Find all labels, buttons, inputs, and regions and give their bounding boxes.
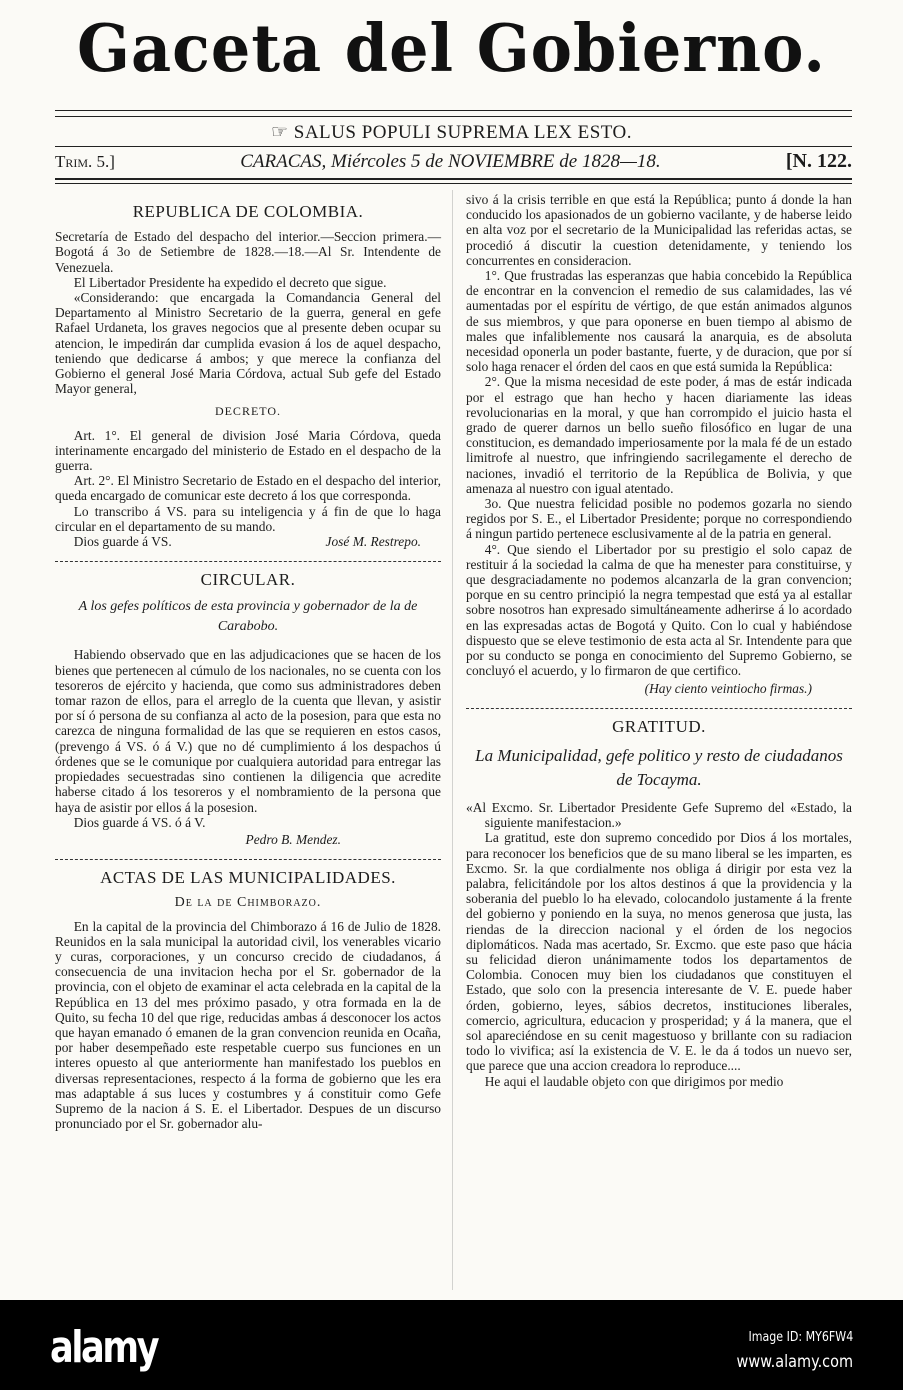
right-column (466, 192, 852, 1089)
article-republica (55, 204, 441, 549)
decree-heading: DECRETO. (214, 404, 282, 419)
paragraph: 3o. Que nuestra felicidad posible no podemos gozarla no siendo regidos por S. E., el Libertador Presidente; porque no correspondiendo á ningun partido pertenece esclusivamente al de la patria en general. (466, 496, 852, 542)
article-address: A los gefes políticos de esta provincia y gobernador de la de Carabobo. (78, 599, 418, 635)
article-subheading: De la de Chimborazo. (174, 895, 322, 911)
article-heading: ACTAS DE LAS MUNICIPALIDADES. (100, 868, 396, 888)
closing: Dios guarde á VS. ó á V. (73, 814, 206, 830)
paragraph: 2°. Que la misma necesidad de este poder, á mas de estár indicada por el estrago que han hecho y hacen diariamente las ideas revolucionarias en la moral, y que han corrompido el juicio hasta el grado de querer darnos un bello sueño filosófico en lugar de una constitucion, es demandado imperiosamente por la mala fé de un estado limitrofe al nuestro, que infringiendo sacrilegamente el derecho de naciones, invadió el territorio de la República de Bolivia, y que amenaza al nuestro con igual atentado. (466, 374, 852, 496)
article-actas-continued (466, 192, 852, 696)
paragraph: sivo á la crisis terrible en que está la República; punto á donde la han conducido los apasionados de un gobierno vacilante, y de haberse leido en alta voz por el secretario de la Municipalidad las referidas actas, se procedió á discutir la cuestion detenidamente, y teniendo los concurrentes en consideracion. (466, 192, 852, 268)
dateline-rule (55, 178, 852, 180)
paragraph: Art. 2°. El Ministro Secretario de Estado en el despacho del interior, queda encargado de comunicar este decreto á los que corresponda. (55, 473, 441, 504)
column-divider (452, 190, 453, 1290)
signatures-note: (Hay ciento veintiocho firmas.) (644, 680, 812, 696)
watermark-bar (0, 1300, 903, 1390)
signoff (55, 534, 441, 549)
left-column (55, 196, 441, 1131)
motto: ☞ SALUS POPULI SUPREMA LEX ESTO. (270, 122, 632, 143)
section-rule (466, 708, 852, 709)
section-rule (55, 859, 441, 860)
paragraph: «Considerando: que encargada la Comandancia General del Departamento al Ministro Secretario de la guerra, general en gefe Rafael Urdaneta, los graves negocios que al presente deben ocupar su atencion, le impedirán dar cumplida evasion á los de aquel despacho, teniendo que dedicarse á ambos; y que merece la confianza del Gobierno el general José Maria Córdova, actual Sub gefe del Estado Mayor general, (55, 290, 441, 397)
article-actas (55, 870, 441, 1131)
motto-rule (55, 146, 852, 147)
image-id: Image ID: MY6FW4 (748, 1330, 853, 1345)
paragraph: 1°. Que frustradas las esperanzas que habia concebido la República de encontrar en la convencion el remedio de sus calamidades, las vé aumentadas por el espíritu de vértigo, de que están animados algunos de sus miembros, y que para oponerse en buen tiempo al abismo de males que infaliblemente nos causará la anarquia, es de absoluta necesidad oponerla un poder bastante, fuerte, y de duracion, que por sí solo haga renacer el órden del caos en que está sumida la República: (466, 268, 852, 375)
paragraph: El Libertador Presidente ha expedido el decreto que sigue. (73, 274, 387, 290)
paragraph: 4°. Que siendo el Libertador por su prestigio el solo capaz de restituir á la sociedad la calma de que ha menester para constituirse, y que desgraciadamente no podemos alcanzarla de la gran convencion; porque en su centro principió la negra tempestad que está ya al estallar sobre nosotros han expresado simultáneamente adherirse á lo acordado en las expresadas actas de Bogotá y Quito. Con lo cual y habiéndose dispuesto que se eleve testimonio de esta acta al Sr. Intendente para que por su conducto se ponga en conocimiento del Supremo Gobierno, se concluyó el acuerdo, y lo firmaron de que certifico. (466, 541, 852, 679)
paragraph: «Al Excmo. Sr. Libertador Presidente Gefe Supremo del «Estado, la siguiente manifestacion.» (466, 799, 852, 831)
signature: Pedro B. Mendez. (245, 831, 341, 847)
paragraph: En la capital de la provincia del Chimborazo á 16 de Julio de 1828. Reunidos en la sala municipal la autoridad civil, los venerables vicario y curas, corporaciones, y un concurso crecido de ciudadanos, á consecuencia de una invitacion hecha por el Sr. gobernador de la provincia, con el objeto de examinar el acta celebrada en la capital de la República en 13 del mes próximo pasado, y otra formada en la de Quito, su fecha 10 del que rige, reducidas ambas á desconocer los actos que hayan emanado ó emanen de la gran convencion reunida en Ocaña, por haber desempeñado este respetable cuerpo sus funciones en un interes opuesto al que anteriormente han manifestado los pueblos en diversas representaciones, respecto á la forma de gobierno que les era mas adaptable á sus luces y costumbres y á constituir como Gefe Supremo de la nacion á S. E. el Libertador. Despues de un discurso pronunciado por el Sr. gobernador alu- (55, 918, 441, 1132)
article-gratitud (466, 716, 852, 1089)
article-heading: GRATITUD. (612, 716, 706, 736)
issue-number: [N. 122. (785, 150, 852, 172)
paragraph: Habiendo observado que en las adjudicaciones que se hacen de los bienes que pertenecen al cúmulo de los nacionales, no se cuenta con los tesoreros de ejército y hacienda, que como sus administradores deben tomar razon de ellos, para el arreglo de la cuenta que llevan, y asistir por sí ó persona de su confianza al acto de la posesion, para que esta no carezca de ninguna formalidad de las que se requieren en estos casos, (prevengo á VS. ó á V.) que no dé cumplimiento á los despachos ú órdenes que se le comunique por cualquiera autoridad para entregar las propiedades secuestradas sino contienen la diligencia que acredite haberse citado á los tesoreros y el nombramiento de la persona que haya de asistir por ellos á la posesion. (55, 647, 441, 815)
dateline-rule (55, 183, 852, 184)
article-heading: REPUBLICA DE COLOMBIA. (132, 202, 364, 221)
paragraph: La gratitud, este don supremo concedido por Dios á los mortales, para reconocer los beneficios que de su mano liberal se les imparten, es Excmo. Sr. la que cordialmente nos obliga á dirigir por esta vez la palabra, felicitándole por los altos destinos á que la providencia y la soberania del pueblo lo ha elevado, colocandolo justamente á la frente del gobierno y poniendo en la suya, no menos generosa que justa, las riendas de la direccion nacional y el órden de los negocios diplomáticos. Nada mas acertado, Sr. Excmo. que este paso que hácia su felicidad dieron unánimamente todos los departamentos de Colombia. Conocen muy bien los ciudadanos que constituyen el Estado, que solo con la presencia interesante de V. E. puede haber órden, gobierno, leyes, sábios decretos, instituciones liberales, comercio, agricultura, educacion y prosperidad; y á la manera, que el sol apareciéndose en su cenit magestuoso y brillante con su radiacion todo lo vivifica; así la existencia de V. E. le da á todos un nuevo ser, que parece que una accion creadora lo reproduce.... (466, 830, 852, 1074)
paragraph: Lo transcribo á VS. para su inteligencia y á fin de que lo haga circular en el departamento de su mando. (55, 503, 441, 534)
watermark-logo: alamy (50, 1322, 158, 1373)
dateline (55, 150, 852, 173)
article-heading: CIRCULAR. (200, 570, 296, 590)
masthead-rule (55, 116, 852, 117)
article-circular (55, 572, 441, 847)
issue-date: CARACAS, Miércoles 5 de NOVIEMBRE de 1828—18. (240, 151, 661, 172)
masthead-rule (55, 110, 852, 111)
article-subheading: La Municipalidad, gefe politico y resto de ciudadanos de Tocayma. (475, 745, 843, 789)
paragraph: Art. 1°. El general de division José Maria Córdova, queda interinamente encargado del ministerio de Estado en el despacho de la guerra. (55, 427, 441, 474)
trimester: Trim. 5.] (55, 152, 115, 171)
paragraph: He aqui el laudable objeto con que dirigimos por medio (484, 1073, 784, 1089)
signature: José M. Restrepo. (325, 534, 421, 550)
watermark-url: www.alamy.com (736, 1352, 853, 1372)
masthead-title: Gaceta del Gobierno. (77, 10, 826, 87)
closing: Dios guarde á VS. (73, 534, 172, 550)
paragraph: Secretaría de Estado del despacho del interior.—Seccion primera.—Bogotá á 3o de Setiembre de 1828.—18.—Al Sr. Intendente de Venezuela. (55, 229, 441, 275)
section-rule (55, 561, 441, 562)
